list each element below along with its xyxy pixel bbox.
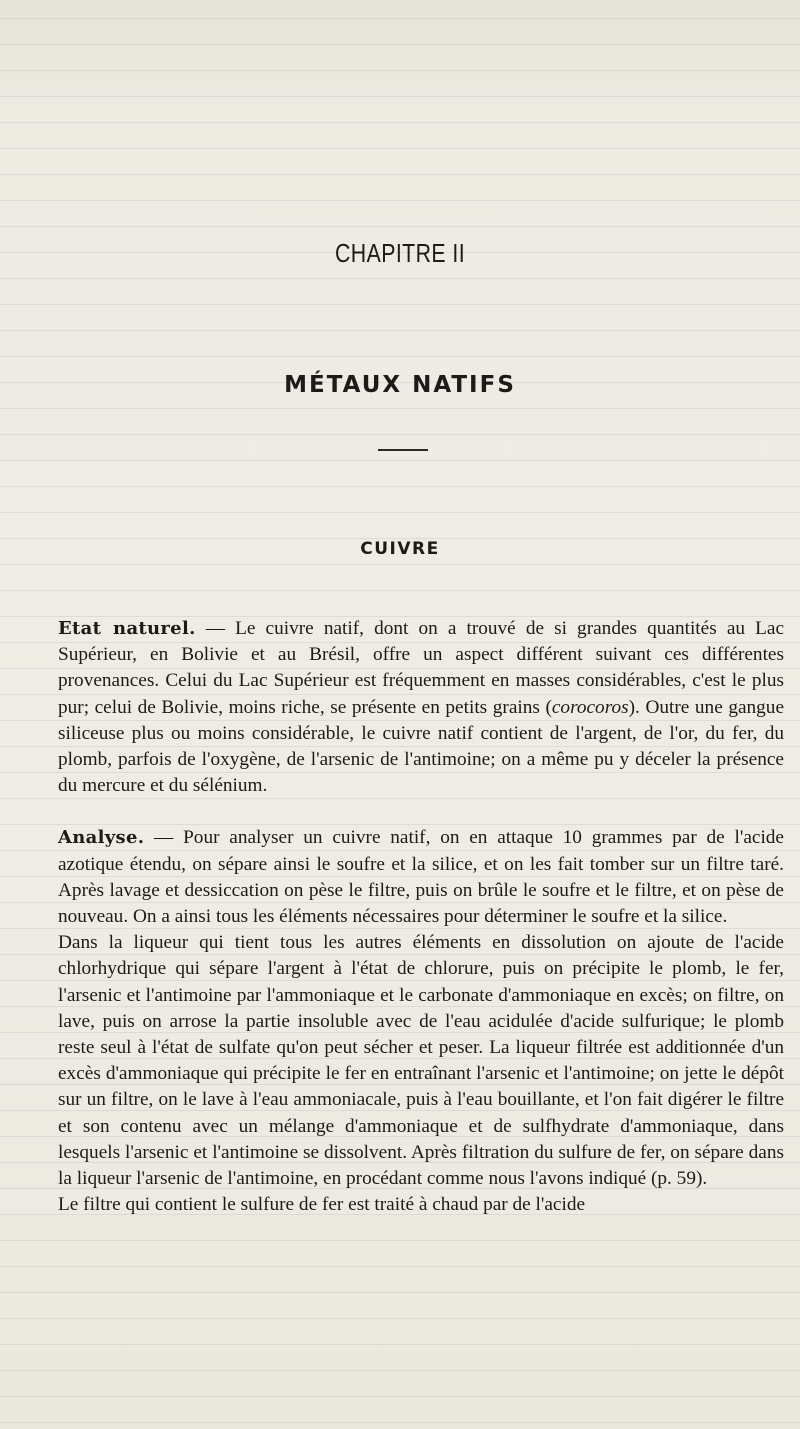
chapter-title: MÉTAUX NATIFS <box>284 372 516 398</box>
section-heading: CUIVRE <box>360 539 440 559</box>
paragraph-dissolution: Dans la liqueur qui tient tous les autres éléments en dissolution on ajoute de l'acide chlorhydrique qui sépare l'argent à l'état de chlorure, puis on précipite le plomb, le fer, l'arsenic et l'antimoine par l'ammoniaque et le carbonate d'ammoniaque en excès; on filtre, on lave, puis on arrose la partie insoluble avec de l'eau acidulée d'acide sulfurique; le plomb reste seul à l'état de sulfate qu'on peut sécher et peser. La liqueur filtrée est additionnée d'un excès d'ammoniaque qui précipite le fer en entraînant l'arsenic et l'antimoine; on jette le dépôt sur un filtre, on le lave à l'eau ammoniacale, puis à l'eau bouillante, et l'on fait digérer le filtre et son contenu avec un mélange d'ammoniaque et de sulfhydrate d'ammoniaque, dans lesquels l'arsenic et l'antimoine se dissolvent. Après filtration du sulfure de fer, on sépare dans la liqueur l'arsenic de l'antimoine, en procédant comme nous l'avons indiqué (p. 59). <box>58 932 784 1190</box>
paragraph-text: — Pour analyser un cuivre natif, on en attaque 10 grammes par de l'acide azotique étendu, on sépare ainsi le soufre et la silice, et on les fait tomber sur un filtre taré. Après lavage et dessiccation on pèse le filtre, puis on brûle le soufre et le filtre, et on pèse de nouveau. On a ainsi tous les éléments nécessaires pour déterminer le soufre et la silice. <box>58 827 784 928</box>
paragraph-text: — Le cuivre natif, dont on a trouvé de si grandes quantités au Lac Supérieur, en Bolivie et au Brésil, offre un aspect différent suivant ces différentes provenances. Celui du Lac Supérieur est fréquemment en masses considérables, c'est le plus pur; celui de Bolivie, moins riche, se présente en petits grains ( <box>58 618 785 718</box>
paragraph-etat-naturel <box>58 616 784 799</box>
chapter-heading: CHAPITRE II <box>334 238 466 268</box>
body-text <box>58 616 784 1218</box>
runin-heading: Analyse. <box>58 827 145 849</box>
runin-heading: Etat naturel. <box>58 618 196 639</box>
paragraph-analyse <box>58 825 784 930</box>
italic-term: corocoros <box>551 696 629 718</box>
paragraph-sulfure: Le filtre qui contient le sulfure de fer est traité à chaud par de l'acide <box>58 1194 586 1216</box>
paragraph-text: ). Outre une gangue siliceuse plus ou moins considérable, le cuivre natif contient de l'argent, de l'or, du fer, du plomb, parfois de l'oxygène, de l'arsenic de l'antimoine; on a même pu y déceler la présence du mercure et du sélénium. <box>58 696 785 797</box>
title-rule <box>378 449 428 451</box>
